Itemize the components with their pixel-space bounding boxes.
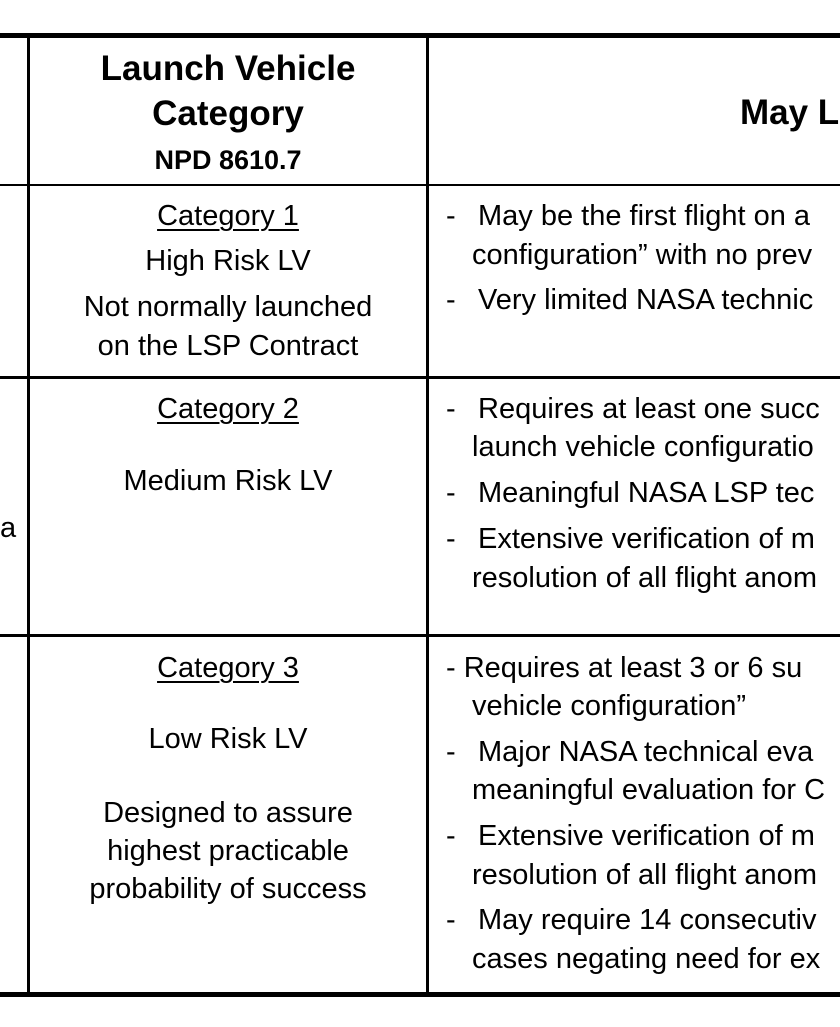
category-2-bullet-3-line-1: Extensive verification of m (478, 523, 815, 555)
category-1-bullet-2-line-1: Very limited NASA technic (478, 284, 814, 316)
category-3-note: probability of success (89, 873, 367, 905)
row-divider (0, 184, 840, 186)
bullet-dash: - (446, 820, 456, 852)
bullet-dash: - (446, 523, 456, 555)
category-2-bullet-1-line-1: Requires at least one succ (478, 393, 820, 425)
category-3-bullet-2-line-1: Major NASA technical eva (478, 736, 814, 768)
category-header-policy: NPD 8610.7 (154, 145, 302, 175)
criteria-header: May L (740, 93, 840, 132)
bullet-dash: - (446, 477, 456, 509)
category-3-bullet-4-line-2: cases negating need for ex (472, 943, 821, 975)
category-2-name: Category 2 (157, 393, 299, 425)
category-1-bullet-1-line-1: May be the first flight on a (478, 200, 811, 232)
category-2-bullet-3-line-2: resolution of all flight anom (472, 562, 817, 594)
left-column-fragment: a (0, 512, 17, 544)
category-1-name: Category 1 (157, 200, 299, 232)
category-1-note: on the LSP Contract (97, 330, 359, 362)
category-3-bullet-3-line-1: Extensive verification of m (478, 820, 815, 852)
category-3-bullet-3-line-2: resolution of all flight anom (472, 859, 817, 891)
category-2-risk: Medium Risk LV (123, 465, 333, 497)
category-header-line2: Category (152, 94, 304, 133)
category-3-risk: Low Risk LV (148, 723, 308, 755)
category-header-line1: Launch Vehicle (100, 49, 356, 88)
category-3-bullet-2-line-2: meaningful evaluation for C (472, 774, 826, 806)
table-bottom-border (0, 992, 840, 997)
column-divider (426, 34, 429, 997)
category-1-bullet-1-line-2: configuration” with no prev (472, 239, 813, 271)
table-top-border (0, 33, 840, 38)
category-2-bullet-2-line-1: Meaningful NASA LSP tec (478, 477, 815, 509)
bullet-dash: - (446, 904, 456, 936)
category-1-note: Not normally launched (83, 291, 373, 323)
row-divider (0, 634, 840, 637)
category-3-bullet-1-line-2: vehicle configuration” (472, 690, 747, 722)
bullet-dash: - (446, 284, 456, 316)
category-1-risk: High Risk LV (145, 245, 311, 277)
bullet-dash: - (446, 393, 456, 425)
category-3-note: highest practicable (107, 835, 349, 867)
category-3-bullet-4-line-1: May require 14 consecutiv (478, 904, 817, 936)
bullet-dash: - (446, 200, 456, 232)
bullet-dash: - (446, 736, 456, 768)
category-3-note: Designed to assure (103, 797, 353, 829)
category-2-bullet-1-line-2: launch vehicle configuratio (472, 431, 814, 463)
row-divider (0, 376, 840, 379)
category-3-bullet-1-line-1: - Requires at least 3 or 6 su (446, 652, 803, 684)
category-3-name: Category 3 (157, 652, 299, 684)
